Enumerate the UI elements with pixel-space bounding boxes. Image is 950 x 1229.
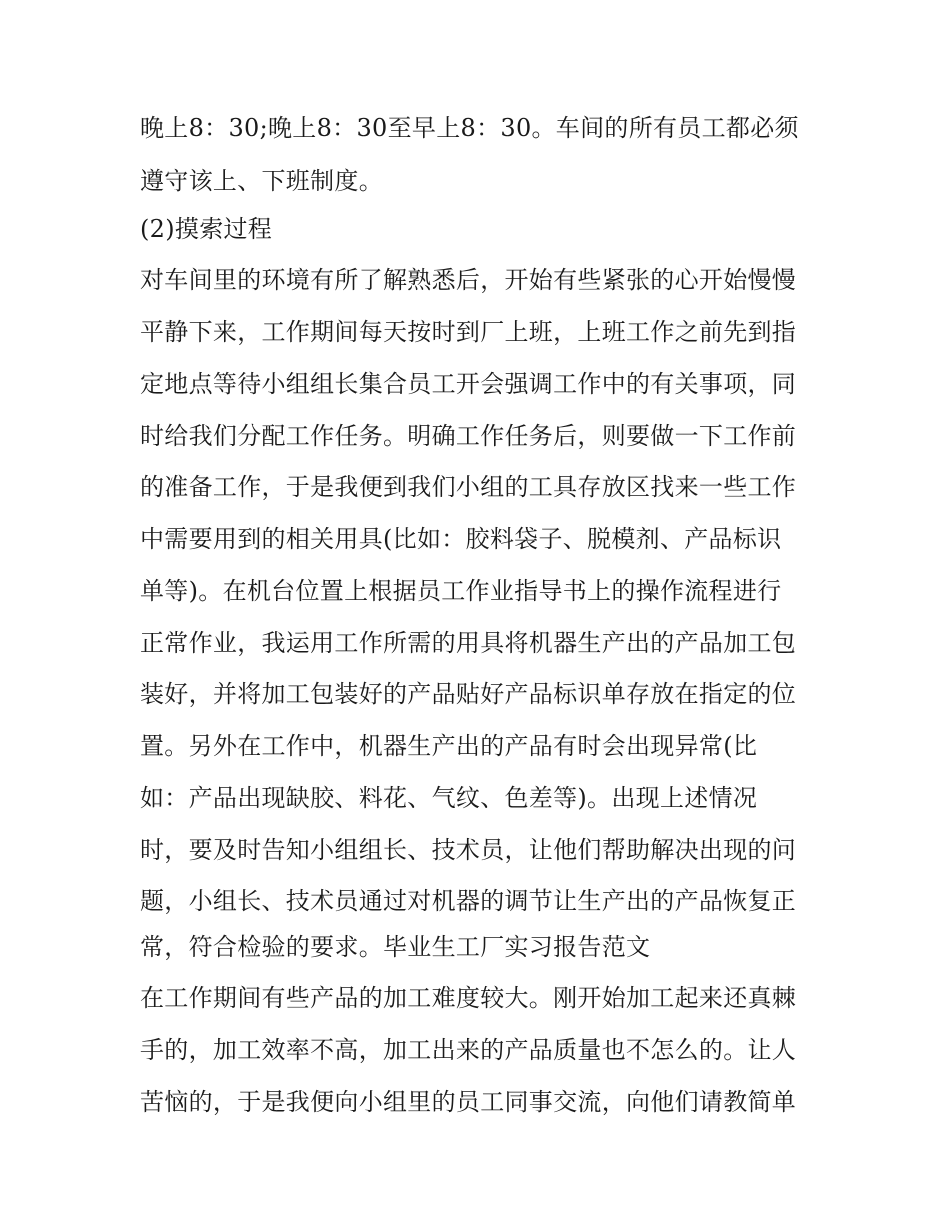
text-line: 时给我们分配工作任务。明确工作任务后，则要做一下工作前 [140, 422, 797, 450]
text-line: 定地点等待小组组长集合员工开会强调工作中的有关事项，同 [140, 370, 797, 398]
text-line: 遵守该上、下班制度。 [140, 167, 383, 195]
text-line: 单等)。在机台位置上根据员工作业指导书上的操作流程进行 [140, 577, 782, 605]
text-line: 手的，加工效率不高，加工出来的产品质量也不怎么的。让人 [140, 1036, 797, 1064]
section-heading: (2)摸索过程 [140, 215, 273, 243]
text-line: 在工作期间有些产品的加工难度较大。刚开始加工起来还真棘 [140, 984, 797, 1012]
text-line: 常，符合检验的要求。毕业生工厂实习报告范文 [140, 933, 651, 961]
text-line: 时，要及时告知小组组长、技术员，让他们帮助解决出现的问 [140, 836, 797, 864]
text-line: 苦恼的，于是我便向小组里的员工同事交流，向他们请教简单 [140, 1088, 797, 1116]
text-line: 平静下来，工作期间每天按时到厂上班，上班工作之前先到指 [140, 318, 797, 346]
text-line: 如：产品出现缺胶、料花、气纹、色差等)。出现上述情况 [140, 784, 758, 812]
text-line: 晚上8：30;晚上8：30至早上8：30。车间的所有员工都必须 [140, 114, 799, 142]
text-line: 装好，并将加工包装好的产品贴好产品标识单存放在指定的位 [140, 680, 797, 708]
text-line: 正常作业，我运用工作所需的用具将机器生产出的产品加工包 [140, 629, 797, 657]
text-line: 置。另外在工作中，机器生产出的产品有时会出现异常(比 [140, 732, 758, 760]
text-line: 对车间里的环境有所了解熟悉后，开始有些紧张的心开始慢慢 [140, 266, 797, 294]
text-line: 题，小组长、技术员通过对机器的调节让生产出的产品恢复正 [140, 887, 797, 915]
text-line: 中需要用到的相关用具(比如：胶料袋子、脱模剂、产品标识 [140, 525, 782, 553]
text-line: 的准备工作，于是我便到我们小组的工具存放区找来一些工作 [140, 473, 797, 501]
